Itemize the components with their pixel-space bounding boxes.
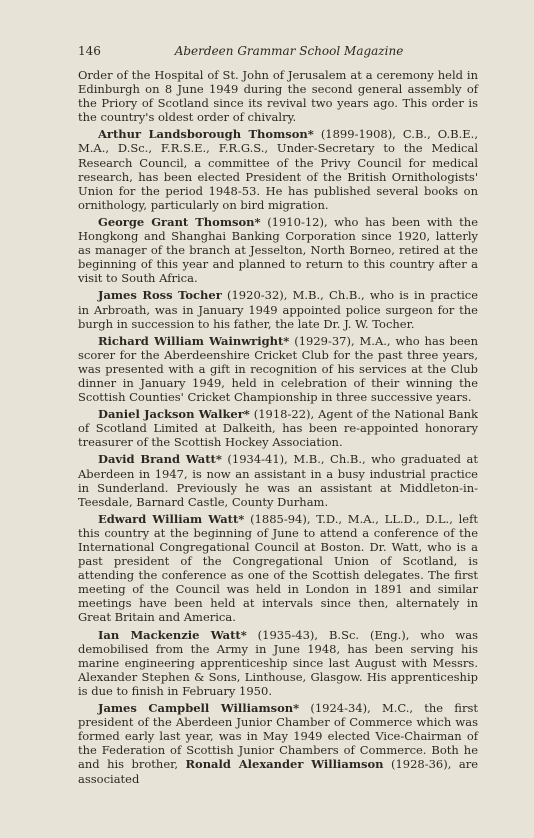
entry-text: (1918-22), Agent of the National Bank of Scotland Limited at Dalkeith, has been re-appointed honorary treasurer of the Scottish Hockey Association.: [78, 407, 478, 450]
entry-name: Richard William Wainwright*: [98, 333, 290, 348]
entry-text: (1885-94), T.D., M.A., LL.D., D.L., left this country at the beginning of June to attend a conference of the International Congregational Council at Boston. Dr. Watt, who is a past president of the Congregational Union of Scotland, is attending the conference as one of the Scottish delegates. The first meeting of the Council was held in London in 1891 and similar meetings have been held at intervals since then, alternately in Great Britain and America.: [78, 511, 478, 625]
entry-text: (1920-32), M.B., Ch.B., who is in practice in Arbroath, was in January 1949 appointed police surgeon for the burgh in succession to his father, the late Dr. J. W. Tocher.: [78, 288, 479, 331]
entry-name: Daniel Jackson Walker*: [98, 407, 250, 422]
entry-text: (1935-43), B.Sc. (Eng.), who was demobilised from the Army in June 1948, has been serving his marine engineering apprenticeship since last August with Messrs. Alexander Stephen & Sons, Linthouse, Glasgow. His apprenticeship is due to finish in February 1950.: [78, 627, 478, 698]
entry-text: (1929-37), M.A., who has been scorer for the Aberdeenshire Cricket Club for the past three years, was presented with a gift in recognition of his services at the Club dinner in January 1949, held in celebration of their winning the Scottish Counties' Cricket Championship in three successive years.: [78, 333, 478, 405]
entry-text: (1899-1908), C.B., O.B.E., M.A., D.Sc., F.R.S.E., F.R.G.S., Under-Secretary to the Medical Research Council, a committee of the Privy Council for medical research, has been elected President of the British Ornithologists' Union for the period 1948-53. He has published several books on ornithology, particularly on bird migration.: [78, 127, 478, 212]
page-number: 146: [78, 44, 101, 58]
running-head: [78, 44, 478, 60]
entry-name: David Brand Watt*: [98, 452, 222, 467]
entry-name: George Grant Thomson*: [98, 214, 261, 229]
entry-text: (1934-41), M.B., Ch.B., who graduated at Aberdeen in 1947, is now an assistant in a busy industrial practice in Sunderland. Previously he was an assistant at Middleton-in-Teesdale, Barnard Castle, County Durham.: [78, 452, 478, 509]
entry-name: James Ross Tocher: [98, 288, 222, 303]
entry-name: Ian Mackenzie Watt*: [98, 627, 247, 642]
entry-text: (1910-12), who has been with the Hongkong and Shanghai Banking Corporation since 1920, latterly as manager of the branch at Jesselton, North Borneo, retired at the beginning of this year and planned to return to this country after a visit to South Africa.: [78, 214, 479, 286]
entry-name: Arthur Landsborough Thomson*: [98, 127, 314, 142]
entry-tocher: [78, 288, 478, 330]
entries-column: [78, 68, 478, 786]
entry-text: Order of the Hospital of St. John of Jerusalem at a ceremony held in Edinburgh on 8 June 1949 during the second general assembly of the Priory of Scotland since its revival two years ago. This order is the country's oldest order of chivalry.: [78, 68, 478, 125]
entry-text-secondary: (1928-36), are associated: [78, 757, 479, 786]
entry-continuation: [78, 68, 478, 124]
entry-wainwright: [78, 334, 478, 404]
entry-watt-ian: [78, 628, 478, 698]
journal-title: Aberdeen Grammar School Magazine: [174, 44, 404, 58]
entry-watt-david: [78, 452, 478, 508]
entry-name-secondary: Ronald Alexander Williamson: [185, 757, 384, 772]
entry-watt-edward: [78, 512, 478, 625]
entry-walker: [78, 407, 478, 449]
entry-name: James Campbell Williamson*: [98, 701, 300, 716]
entry-williamson: [78, 701, 478, 786]
entry-name: Edward William Watt*: [98, 511, 245, 526]
entry-thomson-george: [78, 215, 478, 285]
entry-thomson-arthur: [78, 127, 478, 212]
entry-text: (1924-34), M.C., the first president of the Aberdeen Junior Chamber of Commerce which was formed early last year, was in May 1949 elected Vice-Chairman of the Federation of Scottish Junior Chambers of Commerce. Both he and his brother,: [78, 701, 478, 772]
